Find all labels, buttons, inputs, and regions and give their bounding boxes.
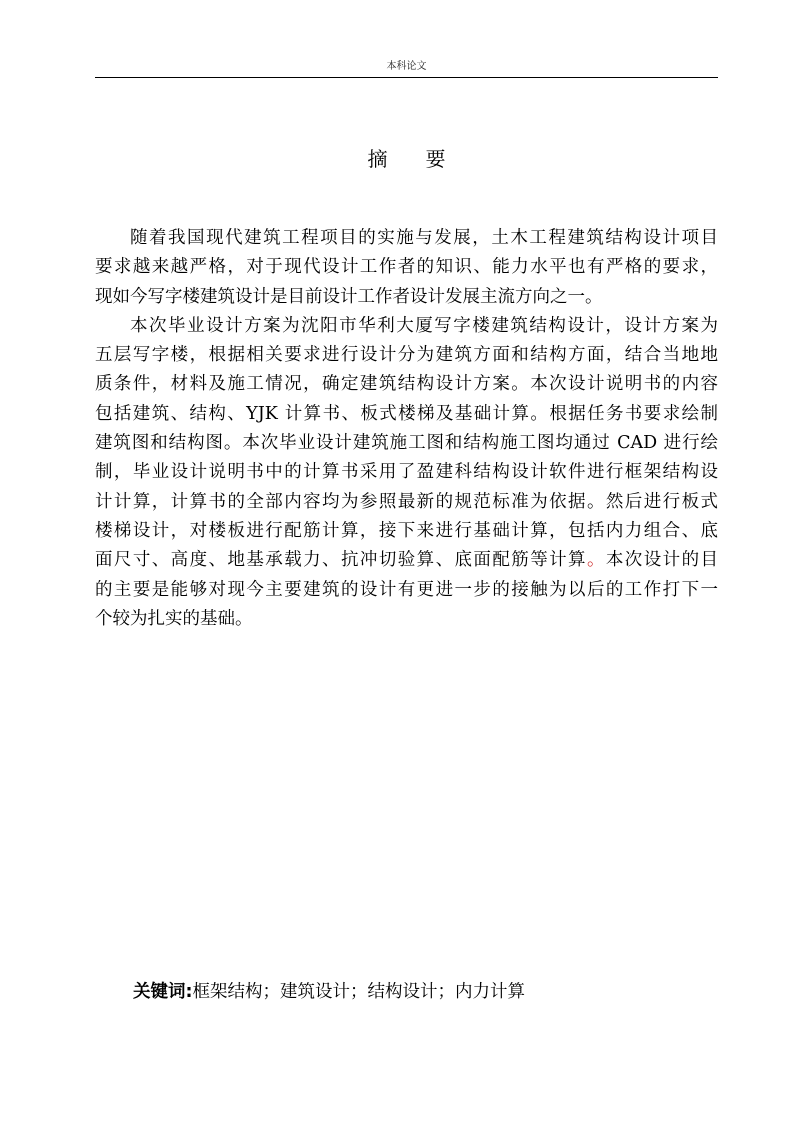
paragraph-1-line-1: 随着我国现代建筑工程项目的实施与发展，土木工程建筑结构设计项目 [130,228,718,248]
red-period-mark: 。 [586,550,606,571]
paragraph-2-line-1: 本次毕业设计方案为沈阳市华利大厦写字楼建筑结构设计，设计方案为 [130,315,718,336]
paragraph-2-line-9 [95,546,718,575]
paragraph-2-line-4: 包括建筑、结构、YJK 计算书、板式楼梯及基础计算。根据任务书要求绘制 [95,403,718,424]
paragraph-2-line-6: 制，毕业设计说明书中的计算书采用了盈建科结构设计软件进行框架结构设 [95,462,718,483]
paragraph-2-line-8: 楼梯设计，对楼板进行配筋计算，接下来进行基础计算，包括内力组合、底 [95,520,718,541]
paragraph-2-line-10: 的主要是能够对现今主要建筑的设计有更进一步的接触为以后的工作打下一 [95,579,718,600]
paragraph-2-line-2: 五层写字楼，根据相关要求进行设计分为建筑方面和结构方面，结合当地地 [95,345,718,366]
paragraph-2-line-9-b: 本次设计的目 [605,550,718,571]
title-char-1: 摘 [367,147,388,171]
paragraph-2-line-3: 质条件，材料及施工情况，确定建筑结构设计方案。本次设计说明书的内容 [95,374,718,395]
paragraph-2 [95,312,718,634]
abstract-title [95,145,718,173]
keywords-label: 关键词: [133,982,193,1002]
keywords-value: 框架结构；建筑设计；结构设计；内力计算 [192,982,525,1002]
header-text: 本科论文 [386,61,427,72]
title-char-2: 要 [425,147,446,171]
paragraph-1-line-2: 要求越来越严格，对于现代设计工作者的知识、能力水平也有严格的要求， [95,257,718,278]
paragraph-1 [95,224,718,312]
page-header [95,60,718,78]
paragraph-2-line-7: 计计算，计算书的全部内容均为参照最新的规范标准为依据。然后进行板式 [95,491,718,512]
paragraph-2-line-11: 个较为扎实的基础。 [95,608,253,629]
paragraph-2-line-9-a: 面尺寸、高度、地基承载力、抗冲切验算、底面配筋等计算 [95,550,587,571]
paragraph-1-line-3: 现如今写字楼建筑设计是目前设计工作者设计发展主流方向之一。 [95,286,603,307]
keywords-line [133,978,525,1006]
abstract-body [95,224,718,634]
paragraph-2-line-5: 建筑图和结构图。本次毕业设计建筑施工图和结构施工图均通过 CAD 进行绘 [95,433,718,454]
